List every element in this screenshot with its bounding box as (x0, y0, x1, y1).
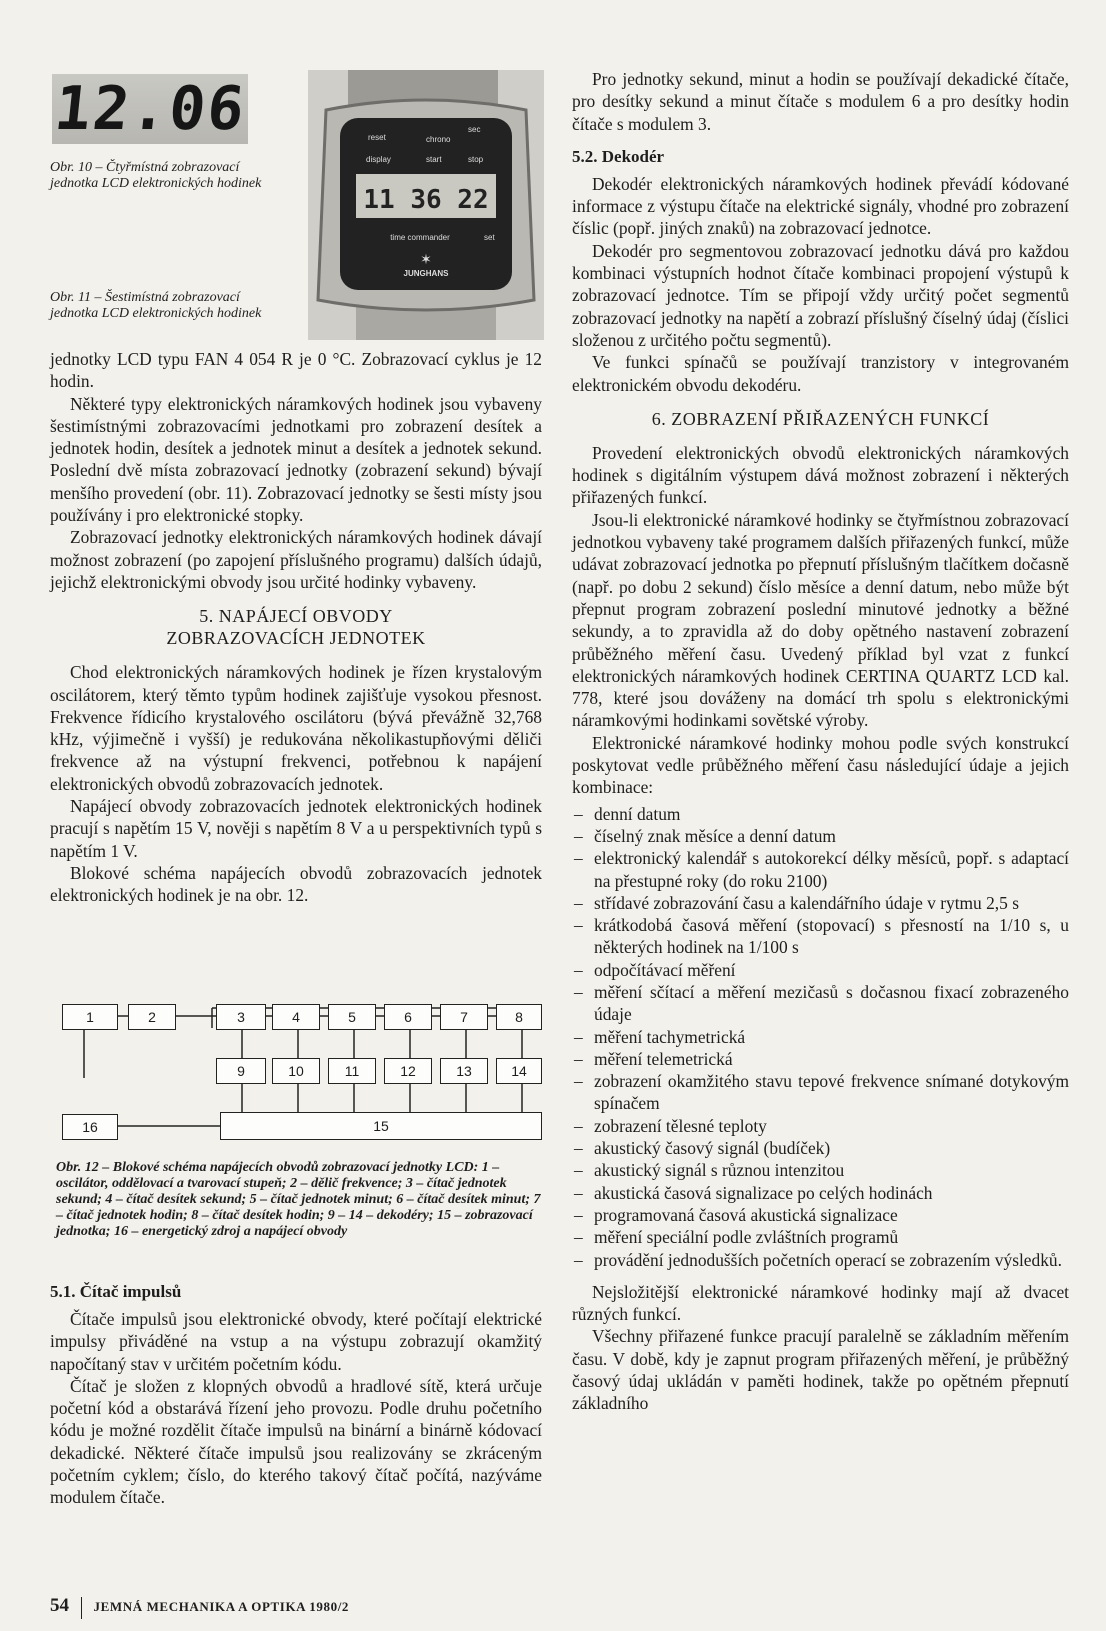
watch-time: 11 36 22 (363, 185, 489, 215)
block-12: 12 (384, 1058, 432, 1084)
block-11: 11 (328, 1058, 376, 1084)
paragraph: Ve funkci spínačů se používají tranzistory v integrovaném elektronickém obvodu dekodéru. (572, 352, 1069, 395)
paragraph: Zobrazovací jednotky elektronických náramkových hodinek dávají možnost zobrazení (po zapojení příslušného programu) dalších údajů, jejichž elektronickými obvody jsou určité hodinky vybaveny. (50, 527, 542, 592)
paragraph: Všechny přiřazené funkce pracují paralelně se základním měřením času. V době, kdy je zapnut program přiřazených měření, je průběžný časový údaj ukládán v paměti hodinek, takže po opětném přepnutí základního (572, 1326, 1069, 1414)
figure-10-caption: Obr. 10 – Čtyřmístná zobrazovací jednotka LCD elektronických hodinek (50, 160, 262, 191)
list-item: – odpočítávací měření (572, 959, 1069, 981)
paragraph: Blokové schéma napájecích obvodů zobrazovacích jednotek elektronických hodinek je na obr. 12. (50, 862, 542, 906)
watch-label-display: display (366, 155, 391, 164)
paragraph: Elektronické náramkové hodinky mohou podle svých konstrukcí poskytovat vedle průběžného měření času následující údaje a jejich kombinace: (572, 732, 1069, 798)
watch-label-reset: reset (368, 133, 386, 142)
figure-10-lcd-display (52, 74, 248, 144)
paragraph: Nejsložitější elektronické náramkové hodinky mají až dvacet různých funkcí. (572, 1281, 1069, 1325)
journal-name: JEMNÁ MECHANIKA A OPTIKA 1980/2 (93, 1599, 350, 1614)
watch-label-stop: stop (468, 155, 484, 164)
block-4: 4 (272, 1004, 320, 1030)
list-item: – zobrazení okamžitého stavu tepové frekvence snímané dotykovým spínačem (572, 1070, 1069, 1115)
section-heading-5-2: 5.2. Dekodér (572, 146, 665, 166)
paragraph: Čítač je složen z klopných obvodů a hradlové sítě, která určuje početní kód a obstarává řízení jeho provozu. Podle druhu početního kódu je možné rozdělit čítače impulsů na binární a binárně kódovací dekadické. Některé čítače impulsů jsou realizovány se zkráceným početním cyklem; číslo, do kterého takový čítač počítá, nazýváme modulem čítače. (50, 1375, 542, 1508)
paragraph: Čítače impulsů jsou elektronické obvody, které počítají elektrické impulsy přiváděné na vstup a na výstupu zobrazují okamžitý napočítaný stav v určitém početním kódu. (50, 1309, 542, 1374)
paragraph: Dekodér elektronických náramkových hodinek převádí kódované informace z výstupu čítače na elektrické signály, vhodné pro zobrazení číslic (popř. jiných znaků) na zobrazovací jednotce. (572, 173, 1069, 239)
block-5: 5 (328, 1004, 376, 1030)
paragraph: Chod elektronických náramkových hodinek je řízen krystalovým oscilátorem, který těmto typům hodinek zajišťuje vysokou přesnost. Frekvence řídicího krystalového oscilátoru (bývá převážně 32,768 kHz, výjimečně i vyšší) je redukována několikastupňovými děliči frekvence až na výstupní frekvenci, potřebnou k napájení elektronických obvodů zobrazovacích jednotek. (50, 662, 542, 794)
block-10: 10 (272, 1058, 320, 1084)
figure-11-caption: Obr. 11 – Šestimístná zobrazovací jednotka LCD elektronických hodinek (50, 290, 262, 321)
function-list (572, 803, 1069, 1271)
block-14: 14 (496, 1058, 542, 1084)
right-column (572, 68, 1069, 1415)
section-heading-5-1: 5.1. Čítač impulsů (50, 1282, 182, 1301)
block-6: 6 (384, 1004, 432, 1030)
page-number: 54 (50, 1595, 69, 1616)
footer-divider (81, 1597, 83, 1619)
list-item: – denní datum (572, 803, 1069, 825)
paragraph: jednotky LCD typu FAN 4 054 R je 0 °C. Zobrazovací cyklus je 12 hodin. (50, 349, 542, 392)
list-item: – provádění jednodušších početních operací se zobrazením výsledků. (572, 1249, 1069, 1271)
list-item: – měření sčítací a měření mezičasů s dočasnou fixací zobrazeného údaje (572, 981, 1069, 1026)
block-7: 7 (440, 1004, 488, 1030)
paragraph: Provedení elektronických obvodů elektronických náramkových hodinek s digitálním výstupem dává možnost zobrazení i některých přiřazených funkcí. (572, 442, 1069, 508)
block-15: 15 (220, 1112, 542, 1140)
list-item: – programovaná časová akustická signalizace (572, 1204, 1069, 1226)
list-item: – střídavé zobrazování času a kalendářního údaje v rytmu 2,5 s (572, 892, 1069, 914)
list-item: – elektronický kalendář s autokorekcí délky měsíců, popř. s adaptací na přestupné roky (do roku 2100) (572, 847, 1069, 892)
block-9: 9 (216, 1058, 266, 1084)
block-16: 16 (62, 1114, 118, 1140)
paragraph: Napájecí obvody zobrazovacích jednotek elektronických hodinek pracují s napětím 15 V, nověji s napětím 8 V a u perspektivních typů s napětím 1 V. (50, 796, 542, 861)
list-item: – měření speciální podle zvláštních programů (572, 1226, 1069, 1248)
paragraph: Dekodér pro segmentovou zobrazovací jednotku dává pro každou kombinaci výstupních hodnot čítače kombinaci propojení výstupů k zobrazovací jednotce. Tím se připojí vždy určitý počet segmentů zobrazovací jednotky na napětí a zobrazí příslušný číselný údaj (číslici složenou z určitého počtu segmentů). (572, 240, 1069, 350)
list-item: – akustická časová signalizace po celých hodinách (572, 1182, 1069, 1204)
watch-label-set: set (484, 233, 495, 242)
paragraph: Jsou-li elektronické náramkové hodinky se čtyřmístnou zobrazovací jednotkou vybaveny také programem dalších přiřazených funkcí, může udávat zobrazovací jednotka po přepnutí příslušným tlačítkem dočasně (např. po dobu 2 sekund) číslo měsíce a denní datum, nebo může být přepnut program zobrazení poslední minutové jednotky a běžné sekundy, a to zpravidla až do doby opětného nastavení zobrazení průběžného měření času. Uvedený příklad byl vzat z funkcí elektronických náramkových hodinek CERTINA QUARTZ LCD kal. 778, které jsou dováženy na domácí trh spolu s elektronickými náramkovými hodinkami sovětské výroby. (572, 509, 1069, 731)
watch-label-chrono: chrono (426, 135, 451, 144)
block-1: 1 (62, 1004, 118, 1030)
block-3: 3 (216, 1004, 266, 1030)
block-8: 8 (496, 1004, 542, 1030)
watch-model: time commander (390, 233, 450, 242)
figure-11-watch-photo (308, 70, 544, 340)
list-item: – měření tachymetrická (572, 1026, 1069, 1048)
list-item: – krátkodobá časová měření (stopovací) s přesností na 1/10 s, u některých hodinek na 1/100 s (572, 914, 1069, 959)
list-item: – měření telemetrická (572, 1048, 1069, 1070)
page-footer (50, 1595, 349, 1619)
figure-12-block-diagram (58, 998, 546, 1152)
figure-12-caption: Obr. 12 – Blokové schéma napájecích obvodů zobrazovací jednotky LCD: 1 – oscilátor, oddělovací a tvarovací stupeň; 2 – dělič frekvence; 3 – čítač jednotek sekund; 4 – čítač desítek sekund; 5 – čítač jednotek minut; 6 – čítač desítek minut; 7 – čítač jednotek hodin; 8 – čítač desítek hodin; 9 – 14 – dekodéry; 15 – zobrazovací jednotka; 16 – energetický zdroj a napájecí obvody (56, 1160, 541, 1239)
block-2: 2 (128, 1004, 176, 1030)
list-item: – akustický časový signál (budíček) (572, 1137, 1069, 1159)
block-13: 13 (440, 1058, 488, 1084)
left-column (50, 348, 542, 907)
star-logo-icon: ✶ (420, 253, 432, 268)
list-item: – akustický signál s různou intenzitou (572, 1159, 1069, 1181)
section-5-1 (50, 1282, 542, 1509)
list-item: – zobrazení tělesné teploty (572, 1115, 1069, 1137)
watch-brand-logo: JUNGHANS (403, 269, 449, 278)
paragraph: Některé typy elektronických náramkových hodinek jsou vybaveny šestimístnými zobrazovacími jednotkami pro zobrazení desítek a jednotek hodin, desítek a jednotek minut a desítek a jednotek sekund. Poslední dvě místa zobrazovací jednotky (zobrazení sekund) bývají menšího provedení (obr. 11). Zobrazovací jednotky se šesti místy jsou používány i pro elektronické stopky. (50, 393, 542, 526)
lcd-digits: 12.06 (51, 74, 249, 144)
watch-label-start: start (426, 155, 442, 164)
paragraph: Pro jednotky sekund, minut a hodin se používají dekadické čítače, pro desítky sekund a minut čítače s modulem 6 a pro desítky hodin čítače s modulem 3. (572, 69, 1069, 134)
section-heading-6: 6. ZOBRAZENÍ PŘIŘAZENÝCH FUNKCÍ (651, 408, 990, 429)
list-item: – číselný znak měsíce a denní datum (572, 825, 1069, 847)
watch-label-sec: sec (468, 125, 481, 134)
section-heading-5: 5. NAPÁJECÍ OBVODY ZOBRAZOVACÍCH JEDNOTEK (166, 606, 426, 649)
